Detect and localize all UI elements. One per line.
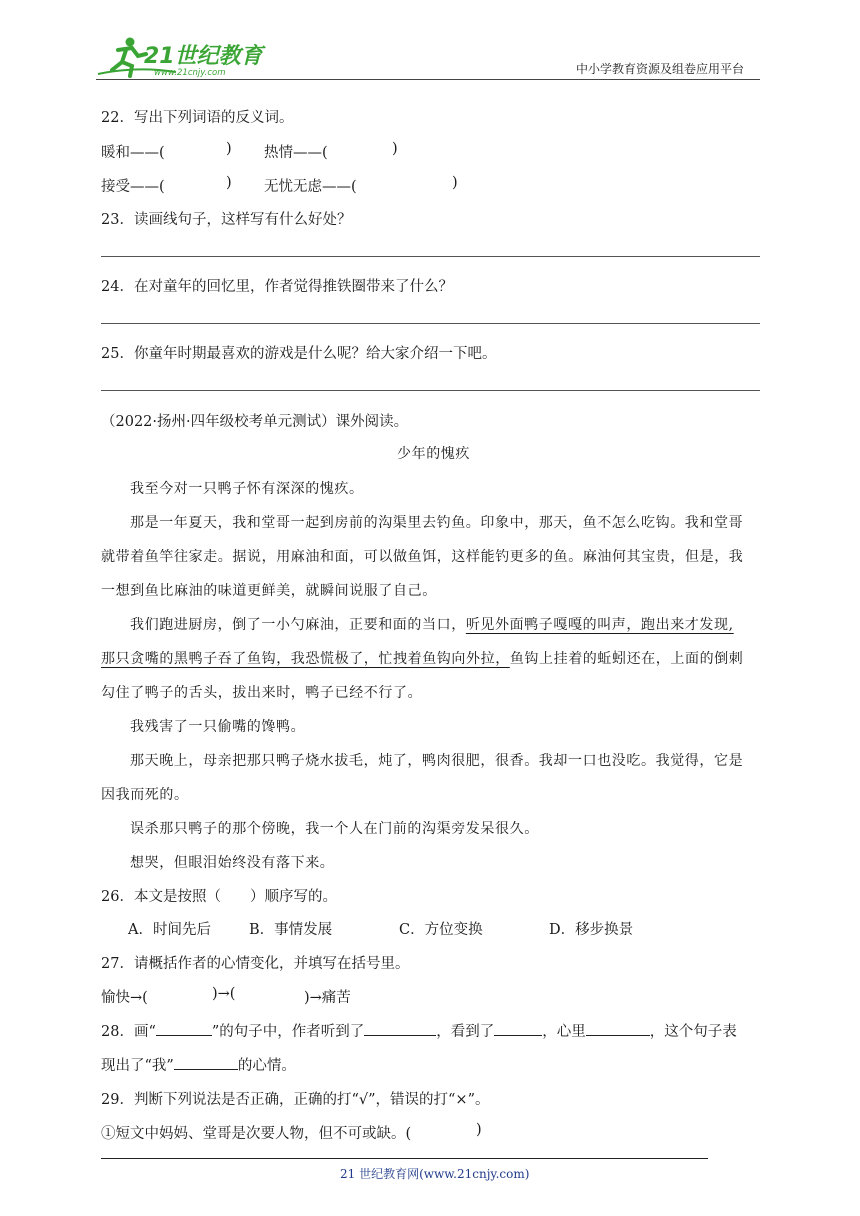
q28-text-a: 28．画“ <box>101 1024 156 1040</box>
q27-mid: )→( <box>212 986 236 1002</box>
logo-url: www.21cnjy.com <box>154 68 226 78</box>
q26-option-b[interactable]: B．事情发展 <box>249 922 333 938</box>
q29-item1-end: ) <box>476 1122 482 1138</box>
q22-row2-c2: ) <box>452 175 458 191</box>
q24-stem: 24．在对童年的回忆里，作者觉得推铁圈带来了什么？ <box>101 279 453 295</box>
q22-row1-c2: ) <box>392 141 398 157</box>
q22-row2-c1: ) <box>226 175 232 191</box>
reading-p3-l1 <box>130 614 734 634</box>
q28-text-c: ，看到了 <box>436 1024 495 1040</box>
q27-end: )→痛苦 <box>304 990 351 1006</box>
q29-stem: 29．判断下列说法是否正确，正确的打“√”，错误的打“×”。 <box>101 1092 490 1108</box>
reading-p3-l3: 勾住了鸭子的舌头，拔出来时，鸭子已经不行了。 <box>101 685 423 701</box>
q28-text-d: ，心里 <box>542 1024 586 1040</box>
reading-p5-l1: 那天晚上，母亲把那只鸭子烧水拔毛，炖了，鸭肉很肥，很香。我却一口也没吃。我觉得，它是 <box>130 753 744 769</box>
q22-row1-c1: ) <box>226 141 232 157</box>
q27-start: 愉快→( <box>101 990 148 1006</box>
q24-answer-line[interactable] <box>101 323 760 324</box>
reading-source: （2022·扬州·四年级校考单元测试）课外阅读。 <box>101 414 409 430</box>
q22-row2-w2: 无忧无虑——( <box>264 179 357 195</box>
header-rule <box>96 79 760 80</box>
reading-p4: 我残害了一只偷嘴的馋鸭。 <box>130 719 306 735</box>
q26-stem: 26．本文是按照（ ）顺序写的。 <box>101 889 337 905</box>
reading-p2-l3: 一想到鱼比麻油的味道更鲜美，就瞬间说服了自己。 <box>101 583 437 599</box>
q28-text-g: 的心情。 <box>237 1058 296 1074</box>
q28-blank-3[interactable] <box>494 1020 542 1036</box>
q23-answer-line[interactable] <box>101 256 760 257</box>
underlined-sentence-cont: 那只贪嘴的黑鸭子吞了鱼钩，我恐慌极了，忙拽着鱼钩向外拉， <box>101 651 510 667</box>
q25-answer-line[interactable] <box>101 390 760 391</box>
reading-p2-l1: 那是一年夏天，我和堂哥一起到房前的沟渠里去钓鱼。印象中，那天，鱼不怎么吃钩。我和堂哥 <box>130 515 744 531</box>
q28-blank-5[interactable] <box>174 1054 238 1070</box>
reading-p2-l2: 就带着鱼竿往家走。据说，用麻油和面，可以做鱼饵，这样能钓更多的鱼。麻油何其宝贵，但是，我 <box>101 549 744 565</box>
logo-text: 21世纪教育 <box>144 44 263 69</box>
underlined-sentence: 听见外面鸭子嘎嘎的叫声，跑出来才发现, <box>465 617 734 633</box>
q27-stem: 27．请概括作者的心情变化，并填写在括号里。 <box>101 956 410 972</box>
q28-blank-1[interactable] <box>156 1020 212 1036</box>
reading-p6: 误杀那只鸭子的那个傍晚，我一个人在门前的沟渠旁发呆很久。 <box>130 821 539 837</box>
q28-text-f: 现出了“我” <box>101 1058 174 1074</box>
reading-p3-l2-plain: 鱼钩上挂着的蚯蚓还在，上面的倒刺 <box>509 651 744 667</box>
q26-option-d[interactable]: D．移步换景 <box>549 922 634 938</box>
platform-name: 中小学教育资源及组卷应用平台 <box>576 62 745 76</box>
reading-p3-l1-plain: 我们跑进厨房，倒了一小勺麻油，正要和面的当口， <box>130 617 466 633</box>
q28-line2 <box>101 1054 296 1075</box>
q28-blank-4[interactable] <box>586 1020 650 1036</box>
reading-p3-l2 <box>101 648 743 668</box>
q22-stem: 22．写出下列词语的反义词。 <box>101 110 294 126</box>
footer-text[interactable]: 21 世纪教育网(www.21cnjy.com) <box>340 1167 530 1181</box>
q28-blank-2[interactable] <box>364 1020 436 1036</box>
footer-rule <box>101 1158 708 1159</box>
q26-option-a[interactable]: A．时间先后 <box>128 922 211 938</box>
reading-p7: 想哭，但眼泪始终没有落下来。 <box>130 855 335 871</box>
reading-title: 少年的愧疚 <box>397 446 470 462</box>
q22-row1-w2: 热情——( <box>264 145 328 161</box>
q29-item1: ①短文中妈妈、堂哥是次要人物，但不可或缺。( <box>101 1126 412 1142</box>
q26-option-c[interactable]: C．方位变换 <box>399 922 483 938</box>
reading-p5-l2: 因我而死的。 <box>101 787 189 803</box>
reading-p1: 我至今对一只鸭子怀有深深的愧疚。 <box>130 481 364 497</box>
q22-row2-w1: 接受——( <box>101 179 165 195</box>
q23-stem: 23．读画线句子，这样写有什么好处？ <box>101 212 352 228</box>
q28-text-e: ，这个句子表 <box>649 1024 737 1040</box>
logo <box>96 36 266 80</box>
q28-text-b: ”的句子中，作者听到了 <box>211 1024 365 1040</box>
q22-row1-w1: 暖和——( <box>101 145 165 161</box>
q25-stem: 25．你童年时期最喜欢的游戏是什么呢？给大家介绍一下吧。 <box>101 346 497 362</box>
q28-line1 <box>101 1020 737 1041</box>
